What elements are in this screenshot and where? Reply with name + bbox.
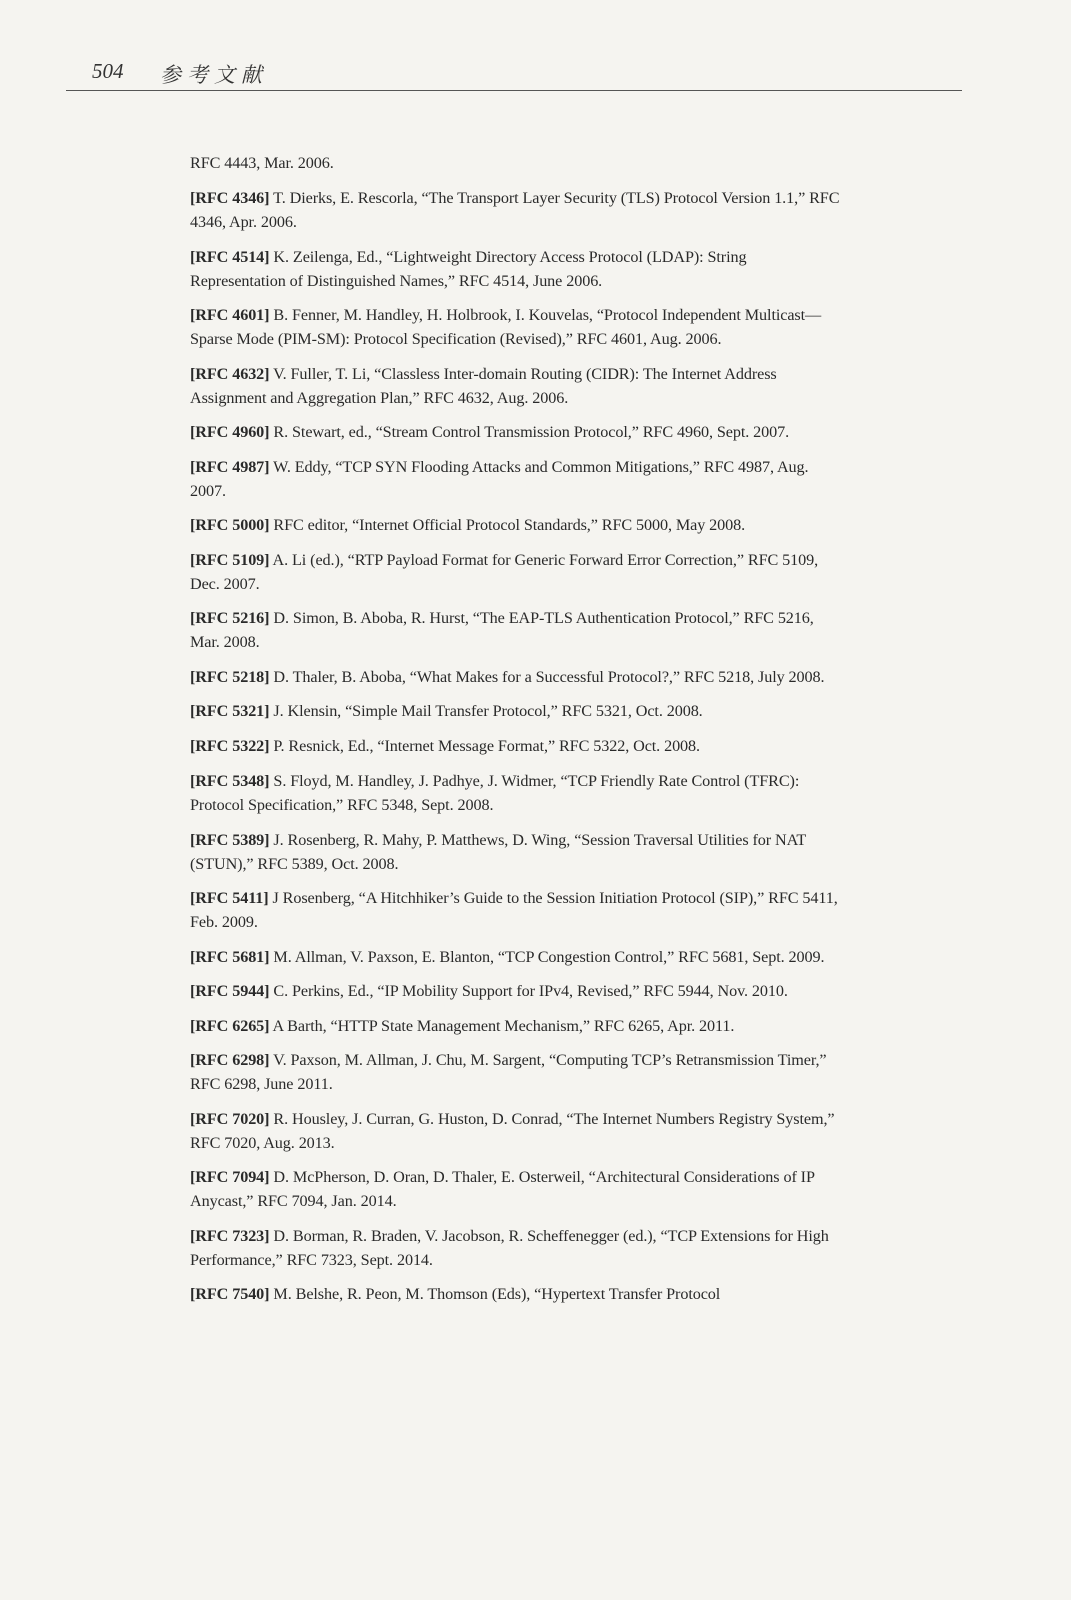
page-header xyxy=(66,58,962,91)
reference-entry xyxy=(190,665,845,689)
reference-entry xyxy=(190,420,845,444)
reference-key: [RFC 4987] xyxy=(190,457,270,476)
reference-key: [RFC 5411] xyxy=(190,889,269,907)
reference-text: RFC editor, “Internet Official Protocol Standards,” RFC 5000, May 2008. xyxy=(269,516,746,534)
reference-entry xyxy=(190,1224,845,1272)
reference-text: M. Allman, V. Paxson, E. Blanton, “TCP Congestion Control,” RFC 5681, Sept. 2009. xyxy=(269,947,825,966)
reference-text: P. Resnick, Ed., “Internet Message Format,” RFC 5322, Oct. 2008. xyxy=(269,737,700,755)
reference-text: J. Klensin, “Simple Mail Transfer Protocol,” RFC 5321, Oct. 2008. xyxy=(269,702,703,720)
reference-text: M. Belshe, R. Peon, M. Thomson (Eds), “Hypertext Transfer Protocol xyxy=(269,1285,721,1303)
reference-text: D. Borman, R. Braden, V. Jacobson, R. Scheffenegger (ed.), “TCP Extensions for High Performance,” RFC 7323, Sept. 2014. xyxy=(190,1226,829,1269)
reference-key: [RFC 5322] xyxy=(190,737,270,755)
reference-text: R. Stewart, ed., “Stream Control Transmission Protocol,” RFC 4960, Sept. 2007. xyxy=(269,423,790,441)
section-title: 参考文献 xyxy=(160,63,268,87)
reference-entry xyxy=(190,362,845,410)
reference-key: [RFC 5321] xyxy=(190,702,270,720)
reference-key: [RFC 5000] xyxy=(190,516,270,534)
reference-text: J Rosenberg, “A Hitchhiker’s Guide to the Session Initiation Protocol (SIP),” RFC 5411, Feb. 2009. xyxy=(190,889,838,931)
reference-key: [RFC 5216] xyxy=(190,609,270,627)
reference-key: [RFC 4601] xyxy=(190,306,270,324)
reference-key: [RFC 4632] xyxy=(190,364,270,383)
reference-text: D. Simon, B. Aboba, R. Hurst, “The EAP-TLS Authentication Protocol,” RFC 5216, Mar. 2008. xyxy=(190,609,814,651)
reference-entry xyxy=(190,828,845,876)
reference-entry xyxy=(190,548,845,596)
reference-key: [RFC 5348] xyxy=(190,772,270,790)
reference-key: [RFC 7020] xyxy=(190,1109,270,1128)
reference-text: D. Thaler, B. Aboba, “What Makes for a Successful Protocol?,” RFC 5218, July 2008. xyxy=(269,667,825,686)
reference-key: [RFC 5109] xyxy=(190,550,270,569)
reference-key: [RFC 6265] xyxy=(190,1016,270,1035)
reference-entry xyxy=(190,699,845,723)
reference-key: [RFC 5944] xyxy=(190,982,270,1000)
reference-text: B. Fenner, M. Handley, H. Holbrook, I. Kouvelas, “Protocol Independent Multicast—Sparse Mode (PIM-SM): Protocol Specification (Revised),” RFC 4601, Aug. 2006. xyxy=(190,306,822,348)
reference-text: C. Perkins, Ed., “IP Mobility Support for IPv4, Revised,” RFC 5944, Nov. 2010. xyxy=(269,982,788,1000)
reference-text: R. Housley, J. Curran, G. Huston, D. Conrad, “The Internet Numbers Registry System,” RFC 7020, Aug. 2013. xyxy=(190,1109,835,1152)
reference-entry xyxy=(190,886,845,934)
reference-text: J. Rosenberg, R. Mahy, P. Matthews, D. Wing, “Session Traversal Utilities for NAT (STUN),” RFC 5389, Oct. 2008. xyxy=(190,830,806,873)
reference-entry xyxy=(190,1048,845,1096)
reference-text: V. Fuller, T. Li, “Classless Inter-domain Routing (CIDR): The Internet Address Assignment and Aggregation Plan,” RFC 4632, Aug. 2006. xyxy=(190,364,777,407)
reference-text: A. Li (ed.), “RTP Payload Format for Generic Forward Error Correction,” RFC 5109, Dec. 2007. xyxy=(190,550,819,593)
reference-key: [RFC 7323] xyxy=(190,1226,270,1245)
reference-text: W. Eddy, “TCP SYN Flooding Attacks and Common Mitigations,” RFC 4987, Aug. 2007. xyxy=(190,457,809,500)
reference-text: A Barth, “HTTP State Management Mechanism,” RFC 6265, Apr. 2011. xyxy=(269,1016,735,1035)
reference-text: K. Zeilenga, Ed., “Lightweight Directory Access Protocol (LDAP): String Representation of Distinguished Names,” RFC 4514, June 2006. xyxy=(190,247,747,290)
reference-entry xyxy=(190,151,845,175)
reference-key: [RFC 4346] xyxy=(190,189,270,207)
reference-key: [RFC 4960] xyxy=(190,423,270,441)
reference-entry xyxy=(190,769,845,817)
reference-text: D. McPherson, D. Oran, D. Thaler, E. Osterweil, “Architectural Considerations of IP Anycast,” RFC 7094, Jan. 2014. xyxy=(190,1168,815,1210)
reference-text: S. Floyd, M. Handley, J. Padhye, J. Widmer, “TCP Friendly Rate Control (TFRC): Protocol Specification,” RFC 5348, Sept. 2008. xyxy=(190,772,800,814)
reference-key: [RFC 5681] xyxy=(190,947,270,966)
reference-key: [RFC 6298] xyxy=(190,1051,270,1069)
reference-key: [RFC 5389] xyxy=(190,830,270,849)
reference-text: T. Dierks, E. Rescorla, “The Transport Layer Security (TLS) Protocol Version 1.1,” RFC 4346, Apr. 2006. xyxy=(190,189,840,231)
reference-entry xyxy=(190,455,845,503)
reference-entry xyxy=(190,245,845,293)
reference-entry xyxy=(190,945,845,969)
reference-key: [RFC 4514] xyxy=(190,247,270,266)
reference-entry xyxy=(190,513,845,537)
reference-entry xyxy=(190,1282,845,1306)
reference-text: V. Paxson, M. Allman, J. Chu, M. Sargent, “Computing TCP’s Retransmission Timer,” RFC 6298, June 2011. xyxy=(190,1051,827,1093)
reference-key: [RFC 5218] xyxy=(190,667,270,686)
reference-key: [RFC 7540] xyxy=(190,1285,270,1303)
page-number: 504 xyxy=(92,59,124,83)
reference-key: [RFC 7094] xyxy=(190,1168,270,1186)
reference-entry xyxy=(190,979,845,1003)
reference-text: RFC 4443, Mar. 2006. xyxy=(190,154,334,172)
reference-entry xyxy=(190,734,845,758)
reference-entry xyxy=(190,1165,845,1213)
reference-list xyxy=(190,151,845,1317)
reference-entry xyxy=(190,1014,845,1038)
reference-entry xyxy=(190,606,845,654)
reference-entry xyxy=(190,1107,845,1155)
reference-entry xyxy=(190,303,845,351)
reference-entry xyxy=(190,186,845,234)
